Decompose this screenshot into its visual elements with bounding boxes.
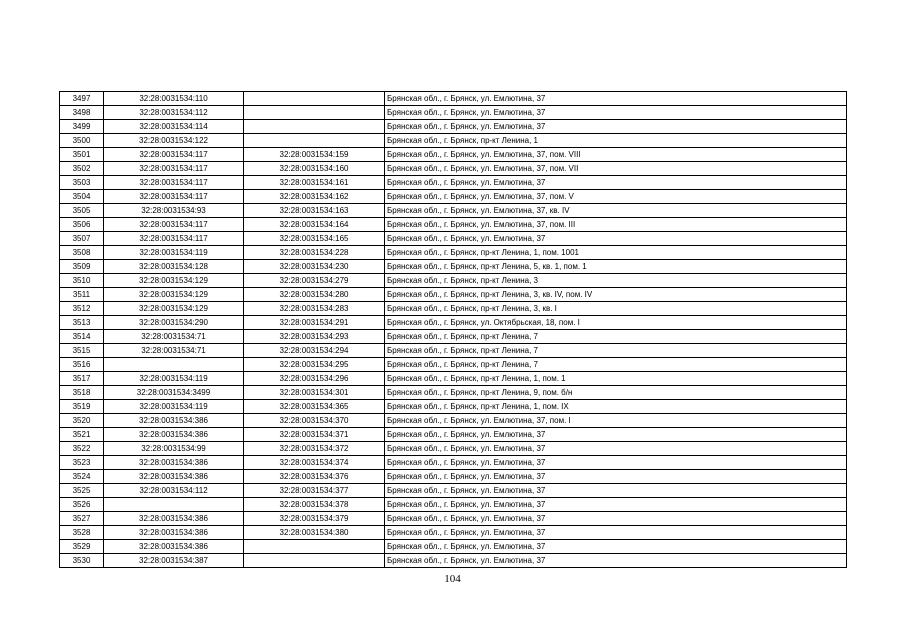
parent-cadastral-number-cell: 32:28:0031534:117 — [104, 218, 244, 232]
parent-cadastral-number-cell: 32:28:0031534:117 — [104, 162, 244, 176]
address-cell: Брянская обл., г. Брянск, ул. Емлютина, 37 — [385, 120, 847, 134]
record-number-cell: 3504 — [60, 190, 104, 204]
record-number-cell: 3529 — [60, 540, 104, 554]
parent-cadastral-number-cell: 32:28:0031534:117 — [104, 148, 244, 162]
parent-cadastral-number-cell — [104, 498, 244, 512]
parent-cadastral-number-cell: 32:28:0031534:386 — [104, 512, 244, 526]
record-number-cell: 3520 — [60, 414, 104, 428]
record-number-cell: 3508 — [60, 246, 104, 260]
record-number-cell: 3512 — [60, 302, 104, 316]
table-row — [60, 414, 847, 428]
record-number-cell: 3503 — [60, 176, 104, 190]
cadastral-number-cell: 32:28:0031534:293 — [244, 330, 385, 344]
cadastral-number-cell: 32:28:0031534:230 — [244, 260, 385, 274]
cadastral-number-cell: 32:28:0031534:370 — [244, 414, 385, 428]
address-cell: Брянская обл., г. Брянск, ул. Емлютина, 37, кв. IV — [385, 204, 847, 218]
address-cell: Брянская обл., г. Брянск, ул. Емлютина, 37, пом. VII — [385, 162, 847, 176]
parent-cadastral-number-cell: 32:28:0031534:128 — [104, 260, 244, 274]
table-row — [60, 456, 847, 470]
parent-cadastral-number-cell: 32:28:0031534:114 — [104, 120, 244, 134]
record-number-cell: 3521 — [60, 428, 104, 442]
address-cell: Брянская обл., г. Брянск, пр-кт Ленина, 7 — [385, 358, 847, 372]
address-cell: Брянская обл., г. Брянск, ул. Емлютина, 37 — [385, 106, 847, 120]
address-cell: Брянская обл., г. Брянск, ул. Емлютина, 37 — [385, 92, 847, 106]
table-row — [60, 106, 847, 120]
record-number-cell: 3509 — [60, 260, 104, 274]
parent-cadastral-number-cell: 32:28:0031534:93 — [104, 204, 244, 218]
table-row — [60, 540, 847, 554]
parent-cadastral-number-cell: 32:28:0031534:119 — [104, 400, 244, 414]
address-cell: Брянская обл., г. Брянск, ул. Емлютина, 37 — [385, 512, 847, 526]
record-number-cell: 3502 — [60, 162, 104, 176]
table-row — [60, 400, 847, 414]
parent-cadastral-number-cell: 32:28:0031534:99 — [104, 442, 244, 456]
table-row — [60, 120, 847, 134]
cadastral-number-cell: 32:28:0031534:160 — [244, 162, 385, 176]
parent-cadastral-number-cell: 32:28:0031534:71 — [104, 344, 244, 358]
parent-cadastral-number-cell: 32:28:0031534:386 — [104, 414, 244, 428]
table-row — [60, 302, 847, 316]
parent-cadastral-number-cell: 32:28:0031534:117 — [104, 190, 244, 204]
address-cell: Брянская обл., г. Брянск, ул. Емлютина, 37 — [385, 526, 847, 540]
address-cell: Брянская обл., г. Брянск, пр-кт Ленина, 3, кв. IV, пом. IV — [385, 288, 847, 302]
cadastral-number-cell: 32:28:0031534:228 — [244, 246, 385, 260]
cadastral-number-cell: 32:28:0031534:163 — [244, 204, 385, 218]
table-row — [60, 330, 847, 344]
record-number-cell: 3524 — [60, 470, 104, 484]
parent-cadastral-number-cell: 32:28:0031534:386 — [104, 470, 244, 484]
address-cell: Брянская обл., г. Брянск, пр-кт Ленина, 1 — [385, 134, 847, 148]
cadastral-number-cell: 32:28:0031534:377 — [244, 484, 385, 498]
table-row — [60, 134, 847, 148]
address-cell: Брянская обл., г. Брянск, пр-кт Ленина, 1, пом. 1001 — [385, 246, 847, 260]
address-cell: Брянская обл., г. Брянск, ул. Емлютина, 37 — [385, 442, 847, 456]
parent-cadastral-number-cell: 32:28:0031534:71 — [104, 330, 244, 344]
address-cell: Брянская обл., г. Брянск, ул. Емлютина, 37, пом. V — [385, 190, 847, 204]
parent-cadastral-number-cell: 32:28:0031534:387 — [104, 554, 244, 568]
record-number-cell: 3500 — [60, 134, 104, 148]
address-cell: Брянская обл., г. Брянск, ул. Емлютина, 37, пом. VIII — [385, 148, 847, 162]
record-number-cell: 3517 — [60, 372, 104, 386]
cadastral-number-cell: 32:28:0031534:162 — [244, 190, 385, 204]
parent-cadastral-number-cell: 32:28:0031534:117 — [104, 232, 244, 246]
table-row — [60, 484, 847, 498]
table-row — [60, 526, 847, 540]
parent-cadastral-number-cell — [104, 358, 244, 372]
address-cell: Брянская обл., г. Брянск, пр-кт Ленина, 1, пом. 1 — [385, 372, 847, 386]
parent-cadastral-number-cell: 32:28:0031534:386 — [104, 526, 244, 540]
cadastral-number-cell: 32:28:0031534:365 — [244, 400, 385, 414]
record-number-cell: 3510 — [60, 274, 104, 288]
table-row — [60, 162, 847, 176]
table-row — [60, 428, 847, 442]
parent-cadastral-number-cell: 32:28:0031534:386 — [104, 428, 244, 442]
parent-cadastral-number-cell: 32:28:0031534:3499 — [104, 386, 244, 400]
table-row — [60, 288, 847, 302]
address-cell: Брянская обл., г. Брянск, ул. Емлютина, 37 — [385, 554, 847, 568]
record-number-cell: 3526 — [60, 498, 104, 512]
address-cell: Брянская обл., г. Брянск, ул. Емлютина, 37, пом. I — [385, 414, 847, 428]
table-row — [60, 316, 847, 330]
parent-cadastral-number-cell: 32:28:0031534:119 — [104, 246, 244, 260]
record-number-cell: 3501 — [60, 148, 104, 162]
cadastral-number-cell: 32:28:0031534:279 — [244, 274, 385, 288]
cadastral-number-cell: 32:28:0031534:280 — [244, 288, 385, 302]
cadastral-number-cell — [244, 554, 385, 568]
cadastral-number-cell: 32:28:0031534:161 — [244, 176, 385, 190]
registry-table — [59, 91, 847, 568]
record-number-cell: 3511 — [60, 288, 104, 302]
registry-table-body — [60, 92, 847, 568]
address-cell: Брянская обл., г. Брянск, пр-кт Ленина, 7 — [385, 344, 847, 358]
table-row — [60, 498, 847, 512]
cadastral-number-cell: 32:28:0031534:374 — [244, 456, 385, 470]
address-cell: Брянская обл., г. Брянск, пр-кт Ленина, 3 — [385, 274, 847, 288]
record-number-cell: 3516 — [60, 358, 104, 372]
address-cell: Брянская обл., г. Брянск, ул. Емлютина, 37 — [385, 540, 847, 554]
record-number-cell: 3505 — [60, 204, 104, 218]
table-row — [60, 274, 847, 288]
parent-cadastral-number-cell: 32:28:0031534:129 — [104, 288, 244, 302]
parent-cadastral-number-cell: 32:28:0031534:386 — [104, 456, 244, 470]
address-cell: Брянская обл., г. Брянск, пр-кт Ленина, 1, пом. IX — [385, 400, 847, 414]
cadastral-number-cell: 32:28:0031534:380 — [244, 526, 385, 540]
record-number-cell: 3513 — [60, 316, 104, 330]
cadastral-number-cell: 32:28:0031534:164 — [244, 218, 385, 232]
table-row — [60, 372, 847, 386]
record-number-cell: 3528 — [60, 526, 104, 540]
table-row — [60, 92, 847, 106]
cadastral-number-cell: 32:28:0031534:301 — [244, 386, 385, 400]
cadastral-number-cell: 32:28:0031534:159 — [244, 148, 385, 162]
cadastral-number-cell: 32:28:0031534:378 — [244, 498, 385, 512]
cadastral-number-cell — [244, 120, 385, 134]
cadastral-number-cell — [244, 540, 385, 554]
table-row — [60, 470, 847, 484]
address-cell: Брянская обл., г. Брянск, ул. Емлютина, 37 — [385, 176, 847, 190]
parent-cadastral-number-cell: 32:28:0031534:122 — [104, 134, 244, 148]
table-row — [60, 190, 847, 204]
address-cell: Брянская обл., г. Брянск, ул. Емлютина, 37 — [385, 484, 847, 498]
table-row — [60, 442, 847, 456]
cadastral-number-cell — [244, 134, 385, 148]
table-row — [60, 554, 847, 568]
cadastral-number-cell: 32:28:0031534:295 — [244, 358, 385, 372]
address-cell: Брянская обл., г. Брянск, пр-кт Ленина, 5, кв. 1, пом. 1 — [385, 260, 847, 274]
parent-cadastral-number-cell: 32:28:0031534:129 — [104, 274, 244, 288]
parent-cadastral-number-cell: 32:28:0031534:110 — [104, 92, 244, 106]
cadastral-number-cell: 32:28:0031534:376 — [244, 470, 385, 484]
record-number-cell: 3498 — [60, 106, 104, 120]
record-number-cell: 3518 — [60, 386, 104, 400]
table-row — [60, 246, 847, 260]
record-number-cell: 3525 — [60, 484, 104, 498]
table-row — [60, 386, 847, 400]
address-cell: Брянская обл., г. Брянск, ул. Емлютина, 37 — [385, 428, 847, 442]
parent-cadastral-number-cell: 32:28:0031534:129 — [104, 302, 244, 316]
parent-cadastral-number-cell: 32:28:0031534:386 — [104, 540, 244, 554]
record-number-cell: 3527 — [60, 512, 104, 526]
table-row — [60, 232, 847, 246]
parent-cadastral-number-cell: 32:28:0031534:112 — [104, 484, 244, 498]
address-cell: Брянская обл., г. Брянск, пр-кт Ленина, 7 — [385, 330, 847, 344]
parent-cadastral-number-cell: 32:28:0031534:119 — [104, 372, 244, 386]
address-cell: Брянская обл., г. Брянск, ул. Октябрьская, 18, пом. I — [385, 316, 847, 330]
record-number-cell: 3497 — [60, 92, 104, 106]
record-number-cell: 3522 — [60, 442, 104, 456]
parent-cadastral-number-cell: 32:28:0031534:112 — [104, 106, 244, 120]
address-cell: Брянская обл., г. Брянск, ул. Емлютина, 37 — [385, 470, 847, 484]
table-row — [60, 148, 847, 162]
address-cell: Брянская обл., г. Брянск, пр-кт Ленина, 3, кв. I — [385, 302, 847, 316]
record-number-cell: 3530 — [60, 554, 104, 568]
cadastral-number-cell — [244, 92, 385, 106]
address-cell: Брянская обл., г. Брянск, ул. Емлютина, 37 — [385, 232, 847, 246]
table-row — [60, 218, 847, 232]
record-number-cell: 3515 — [60, 344, 104, 358]
record-number-cell: 3514 — [60, 330, 104, 344]
cadastral-number-cell: 32:28:0031534:371 — [244, 428, 385, 442]
cadastral-number-cell: 32:28:0031534:291 — [244, 316, 385, 330]
cadastral-number-cell: 32:28:0031534:372 — [244, 442, 385, 456]
cadastral-number-cell: 32:28:0031534:294 — [244, 344, 385, 358]
parent-cadastral-number-cell: 32:28:0031534:117 — [104, 176, 244, 190]
address-cell: Брянская обл., г. Брянск, ул. Емлютина, 37, пом. III — [385, 218, 847, 232]
cadastral-number-cell: 32:28:0031534:283 — [244, 302, 385, 316]
record-number-cell: 3506 — [60, 218, 104, 232]
cadastral-number-cell: 32:28:0031534:296 — [244, 372, 385, 386]
address-cell: Брянская обл., г. Брянск, пр-кт Ленина, 9, пом. б/н — [385, 386, 847, 400]
parent-cadastral-number-cell: 32:28:0031534:290 — [104, 316, 244, 330]
table-row — [60, 176, 847, 190]
table-row — [60, 204, 847, 218]
cadastral-number-cell: 32:28:0031534:165 — [244, 232, 385, 246]
record-number-cell: 3507 — [60, 232, 104, 246]
address-cell: Брянская обл., г. Брянск, ул. Емлютина, 37 — [385, 498, 847, 512]
table-row — [60, 260, 847, 274]
table-row — [60, 344, 847, 358]
page-number: 104 — [444, 573, 461, 585]
cadastral-number-cell: 32:28:0031534:379 — [244, 512, 385, 526]
address-cell: Брянская обл., г. Брянск, ул. Емлютина, 37 — [385, 456, 847, 470]
table-row — [60, 358, 847, 372]
record-number-cell: 3523 — [60, 456, 104, 470]
cadastral-number-cell — [244, 106, 385, 120]
record-number-cell: 3499 — [60, 120, 104, 134]
record-number-cell: 3519 — [60, 400, 104, 414]
table-row — [60, 512, 847, 526]
